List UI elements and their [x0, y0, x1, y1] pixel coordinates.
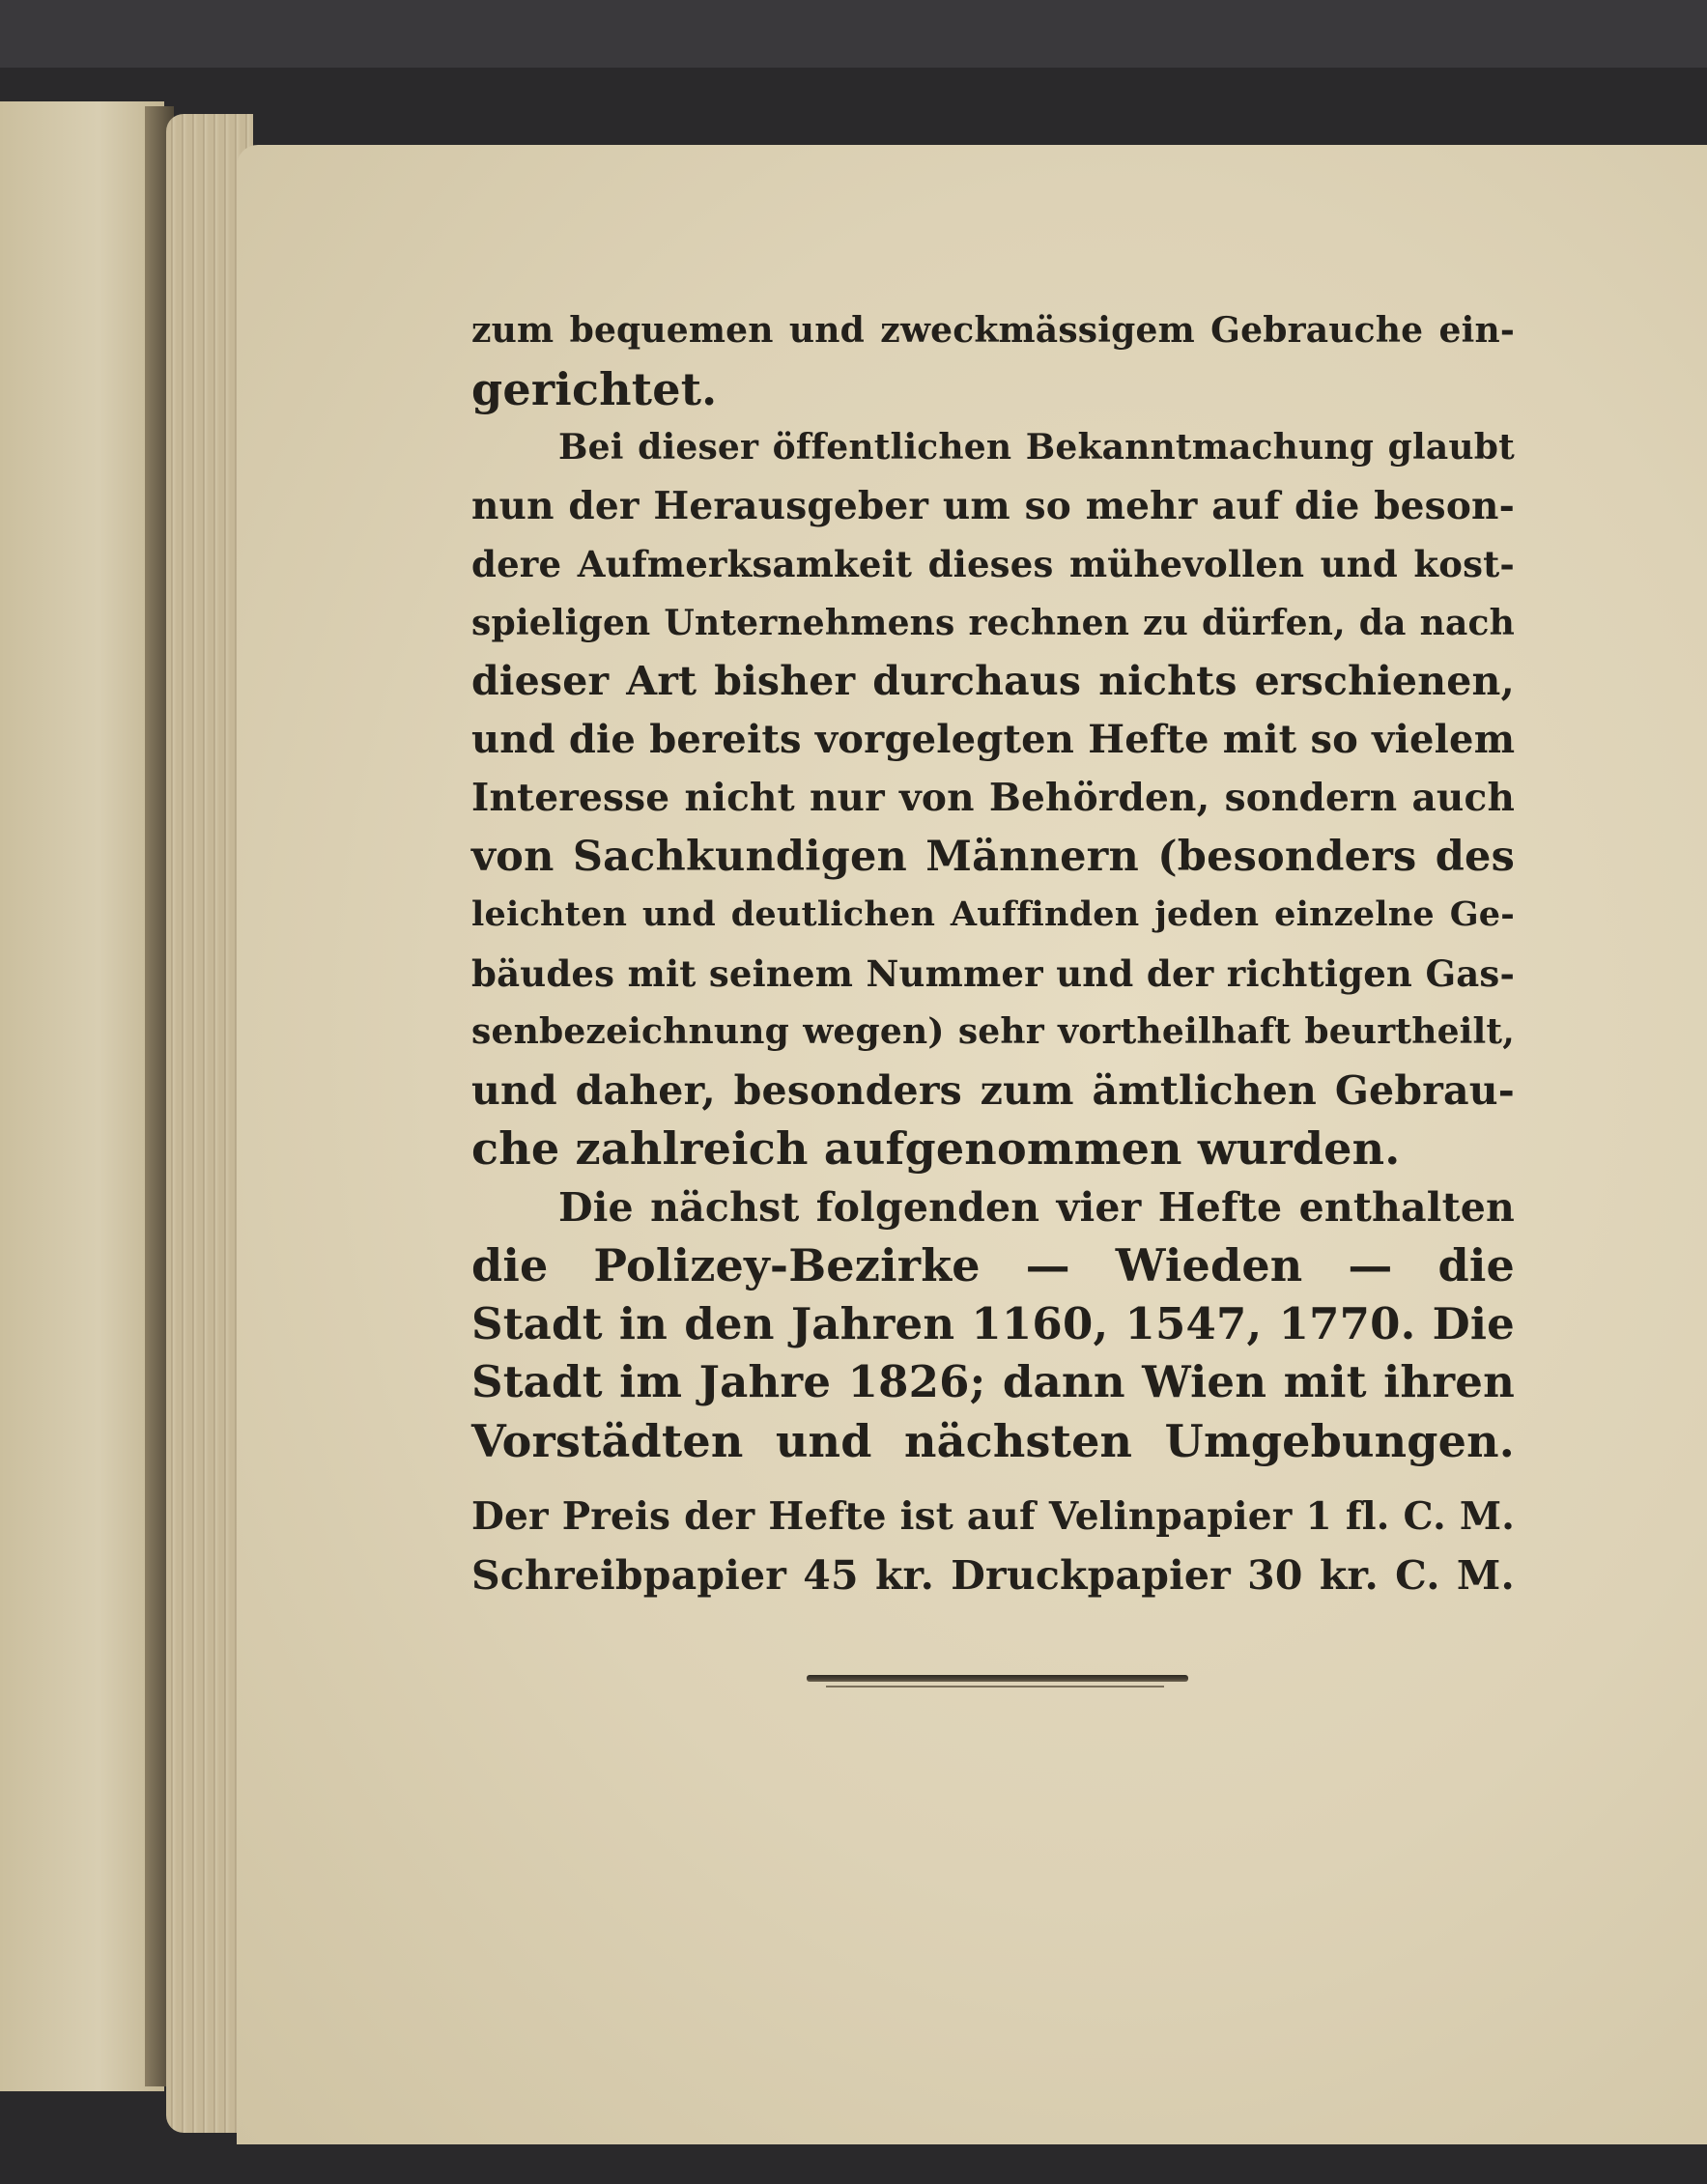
price-line: Schreibpapier 45 kr. Druckpapier 30 kr. C. M.: [471, 1551, 1515, 1599]
price-line: Der Preis der Hefte ist auf Velinpapier 1 fl. C. M.: [471, 1494, 1515, 1539]
text-line: gerichtet.: [471, 362, 718, 415]
text-line: spieligen Unternehmens rechnen zu dürfen, da nach: [471, 602, 1515, 643]
text-line: Vorstädten und nächsten Umgebungen.: [471, 1414, 1515, 1467]
text-line: nun der Herausgeber um so mehr auf die beson-: [471, 483, 1515, 528]
text-line: che zahlreich aufgenommen wurden.: [471, 1122, 1401, 1175]
text-line: Interesse nicht nur von Behörden, sondern auch: [471, 776, 1515, 820]
text-line: senbezeichnung wegen) sehr vortheilhaft beurtheilt,: [471, 1011, 1515, 1052]
text-line: Die nächst folgenden vier Hefte enthalten: [558, 1183, 1515, 1231]
paragraph-gap: [471, 1470, 1515, 1488]
left-page: [0, 101, 164, 2091]
page-text: [471, 301, 1515, 1604]
ornamental-rule: [807, 1675, 1188, 1682]
text-line: zum bequemen und zweckmässigem Gebrauche ein-: [471, 310, 1515, 351]
text-line: dieser Art bisher durchaus nichts erschienen,: [471, 658, 1515, 704]
text-line: und die bereits vorgelegten Hefte mit so vielem: [471, 716, 1516, 762]
text-line: und daher, besonders zum ämtlichen Gebrau-: [471, 1066, 1515, 1114]
text-line: die Polizey-Bezirke — Wieden — die: [471, 1239, 1515, 1291]
text-line: Bei dieser öffentlichen Bekanntmachung glaubt: [558, 427, 1515, 468]
ornamental-rule-shadow: [826, 1686, 1164, 1688]
text-line: Stadt in den Jahren 1160, 1547, 1770. Die: [471, 1297, 1515, 1349]
text-line: bäudes mit seinem Nummer und der richtigen Gas-: [471, 951, 1515, 995]
text-line: dere Aufmerksamkeit dieses mühevollen und kost-: [471, 543, 1515, 585]
text-line: von Sachkundigen Männern (besonders des: [471, 832, 1515, 881]
text-line: Stadt im Jahre 1826; dann Wien mit ihren: [471, 1356, 1515, 1407]
text-line: leichten und deutlichen Auffinden jeden einzelne Ge-: [471, 894, 1515, 934]
